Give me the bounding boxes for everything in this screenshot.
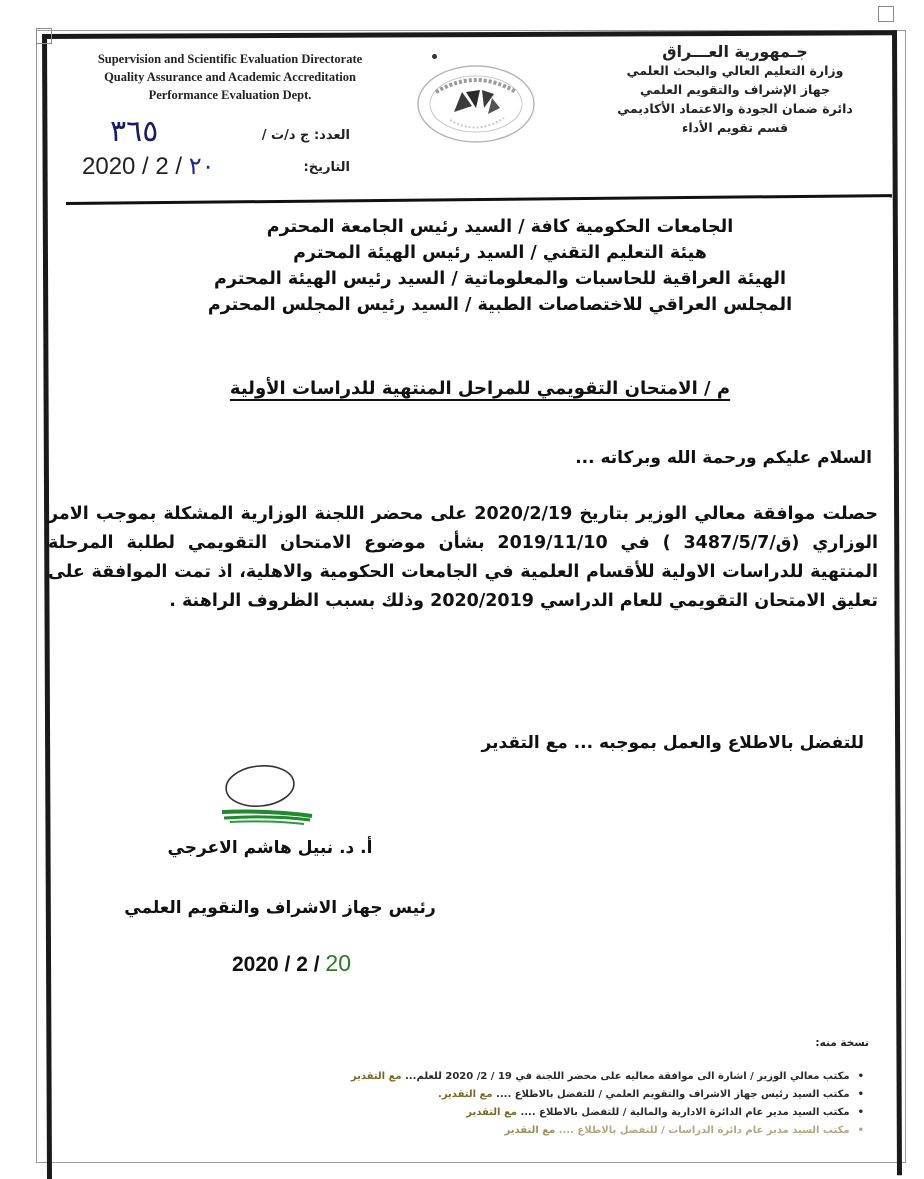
reference-date (82, 152, 215, 181)
copy-recipient-tail: مع التقدير (350, 1071, 402, 1082)
signature-date-handwritten-day: 20 (325, 950, 352, 976)
reference-date-year-month: 2020 / 2 / (82, 153, 183, 180)
copy-recipient-tail: مع التقدير (504, 1125, 556, 1136)
letterhead-ar-line: جـمهورية العـــراق (662, 42, 808, 61)
reference-date-handwritten-day: ٢٠ (188, 153, 215, 180)
letterhead-ar-line: جهاز الإشراف والتقويم العلمي (639, 82, 830, 97)
reference-number-label: العدد: ج د/ت / (261, 128, 350, 143)
letterhead-en-line: Quality Assurance and Academic Accreditation (104, 70, 356, 84)
subject-line (180, 378, 780, 399)
letterhead-ar-line: دائرة ضمان الجودة والاعتماد الأكاديمي (617, 101, 853, 116)
reference-date-label: التاريخ: (303, 160, 350, 175)
copy-recipient (351, 1122, 864, 1140)
bullet-icon: • (857, 1107, 864, 1118)
recipient-line: الهيئة العراقية للحاسبات والمعلوماتية / السيد رئيس الهيئة المحترم (214, 269, 786, 289)
copy-recipient-text: مكتب السيد مدير عام الدائرة الادارية والمالية / للتفضل بالاطلاع .... (520, 1107, 850, 1118)
ministry-seal-icon (414, 62, 538, 146)
frame-corner-ornament (878, 6, 894, 22)
seal-dot (432, 54, 437, 59)
recipients-block (180, 214, 820, 318)
bullet-icon: • (857, 1125, 864, 1136)
copies-label: نسخة منه: (815, 1037, 869, 1049)
signature-date (232, 950, 351, 977)
copy-recipient-tail: مع التقدير. (438, 1089, 493, 1100)
subject-text: م / الامتحان التقويمي للمراحل المنتهية للدراسات الأولية (229, 378, 731, 399)
bullet-icon: • (857, 1071, 864, 1082)
closing-line: للتفضل بالاطلاع والعمل بموجبه ... مع التقدير (481, 733, 864, 753)
handwritten-signature (200, 760, 350, 840)
bullet-icon: • (857, 1089, 864, 1100)
frame-corner-ornament (36, 28, 52, 44)
recipient-line: هيئة التعليم التقني / السيد رئيس الهيئة المحترم (293, 243, 707, 263)
copy-recipient-tail: مع التقدير (466, 1107, 517, 1118)
signature-date-printed: 2020 / 2 / (232, 953, 320, 976)
greeting: السلام عليكم ورحمة الله وبركاته ... (575, 448, 872, 468)
copy-recipient-text: مكتب السيد مدير عام دائرة الدراسات / للتفضل بالاطلاع .... (558, 1125, 850, 1136)
letter-body: حصلت موافقة معالي الوزير بتاريخ 2020/2/19 على محضر اللجنة الوزارية المشكلة بموجب الامر الوزاري (ق/3487/5/7 ) في 2019/11/10 بشأن موضوع الامتحان التقويمي لطلبة المرحلة المنتهية للدراسات الاولية للأقسام العلمية في الجامعات الحكومية والاهلية، اذ تمت الموافقة على تعليق الامتحان التقويمي للعام الدراسي 2020/2019 وذلك بسبب الظروف الراهنة . (48, 504, 878, 611)
copy-recipient (351, 1068, 864, 1086)
signer-name: أ. د. نبيل هاشم الاعرجي (167, 838, 373, 858)
letterhead-en-line: Performance Evaluation Dept. (148, 88, 312, 102)
copy-recipient-text: مكتب معالي الوزير / اشارة الى موافقة معاليه على محضر اللجنة في 19 / 2/ 2020 للعلم... (405, 1071, 850, 1082)
letterhead-ar-line: وزارة التعليم العالي والبحث العلمي (626, 63, 844, 78)
copies-list (351, 1068, 864, 1140)
english-letterhead (80, 50, 380, 104)
letterhead-en-line: Supervision and Scientific Evaluation Directorate (97, 52, 363, 66)
signer-title: رئيس جهاز الاشراف والتقويم العلمي (124, 898, 436, 918)
copy-recipient-text: مكتب السيد رئيس جهاز الاشراف والتقويم العلمي / للتفضل بالاطلاع .... (496, 1089, 850, 1100)
recipient-line: الجامعات الحكومية كافة / السيد رئيس الجامعة المحترم (266, 217, 734, 237)
letterhead-ar-line: قسم تقويم الأداء (681, 120, 789, 135)
handwritten-reference-number: ٣٦٥ (110, 114, 159, 149)
copy-recipient (351, 1104, 864, 1122)
recipient-line: المجلس العراقي للاختصاصات الطبية / السيد رئيس المجلس المحترم (207, 295, 793, 315)
arabic-letterhead (600, 42, 870, 137)
copy-recipient (351, 1086, 864, 1104)
reference-block (80, 116, 350, 186)
